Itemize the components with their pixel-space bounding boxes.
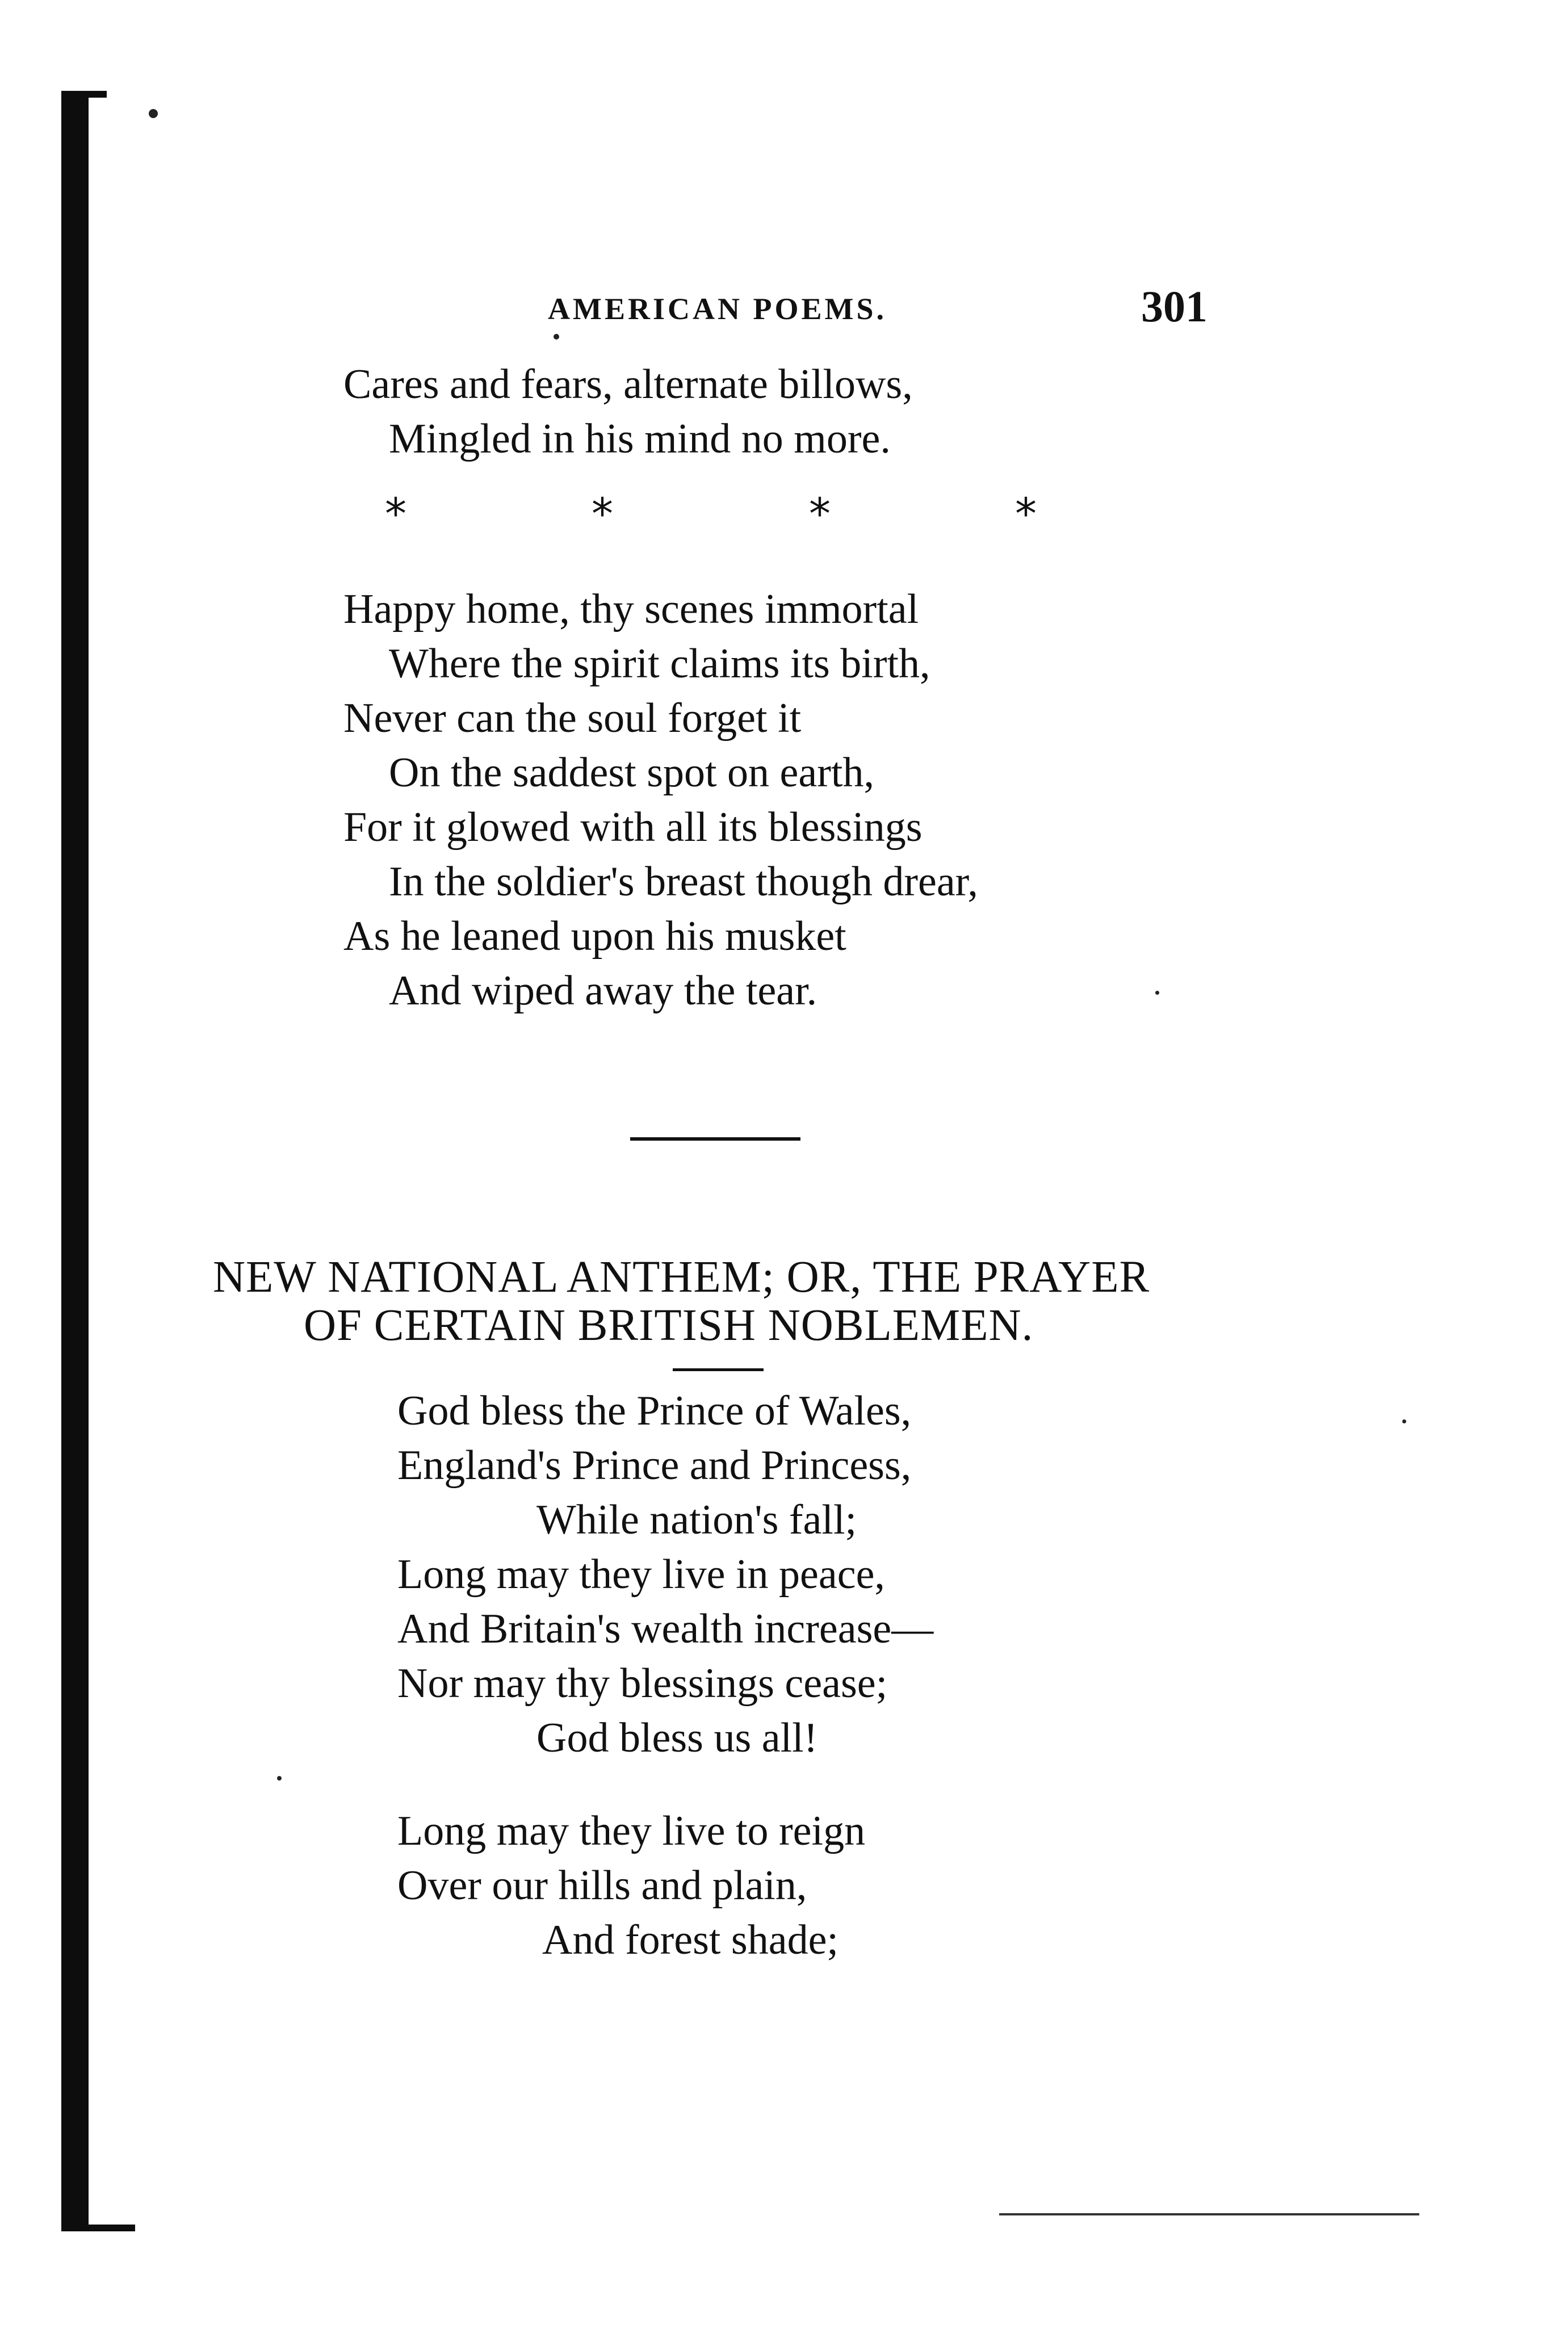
asterisk: * [385, 488, 406, 539]
page-number: 301 [1141, 282, 1208, 331]
poem-line: Nor may thy blessings cease; [397, 1660, 888, 1707]
poem-line: While nation's fall; [536, 1497, 857, 1543]
poem-line: God bless the Prince of Wales, [397, 1388, 912, 1434]
scan-speck [277, 1776, 282, 1781]
poem-line: Cares and fears, alternate billows, [343, 361, 913, 408]
scan-speck [1402, 1419, 1406, 1423]
poem-line: And Britain's wealth increase— [397, 1606, 934, 1652]
poem-line: Long may they live in peace, [397, 1551, 885, 1598]
poem-line: England's Prince and Princess, [397, 1442, 912, 1489]
poem-line: Long may they live to reign [397, 1808, 866, 1854]
scan-artifact-line [999, 2213, 1419, 2215]
poem-line: God bless us all! [536, 1715, 818, 1761]
scan-speck [554, 334, 559, 340]
poem-line: And forest shade; [542, 1917, 838, 1963]
scan-speck [1155, 991, 1159, 995]
binding-edge-foot [61, 2225, 135, 2231]
asterisk: * [809, 488, 831, 539]
asterisk: * [1015, 488, 1037, 539]
poem-title-line-1: NEW NATIONAL ANTHEM; OR, THE PRAYER [213, 1253, 1150, 1302]
asterisk: * [592, 488, 613, 539]
binding-edge [61, 91, 89, 2231]
poem-line: In the soldier's breast though drear, [389, 858, 978, 905]
poem-line: Mingled in his mind no more. [389, 416, 891, 462]
section-divider [630, 1137, 800, 1141]
poem-line: And wiped away the tear. [389, 967, 817, 1014]
poem-line: Over our hills and plain, [397, 1862, 807, 1909]
binding-edge-top [61, 91, 107, 98]
poem-line: For it glowed with all its blessings [343, 804, 923, 851]
running-head [0, 281, 1568, 331]
poem-line: Never can the soul forget it [343, 695, 802, 742]
poem-line: On the saddest spot on earth, [389, 749, 874, 796]
title-divider [673, 1368, 764, 1371]
section-separator [0, 488, 1568, 539]
running-head-title: AMERICAN POEMS. [548, 292, 887, 326]
poem-line: Happy home, thy scenes immortal [343, 586, 919, 632]
poem-line: Where the spirit claims its birth, [389, 640, 930, 687]
scan-speck [149, 109, 158, 118]
poem-line: As he leaned upon his musket [343, 913, 846, 960]
poem-title-line-2: OF CERTAIN BRITISH NOBLEMEN. [304, 1301, 1034, 1350]
